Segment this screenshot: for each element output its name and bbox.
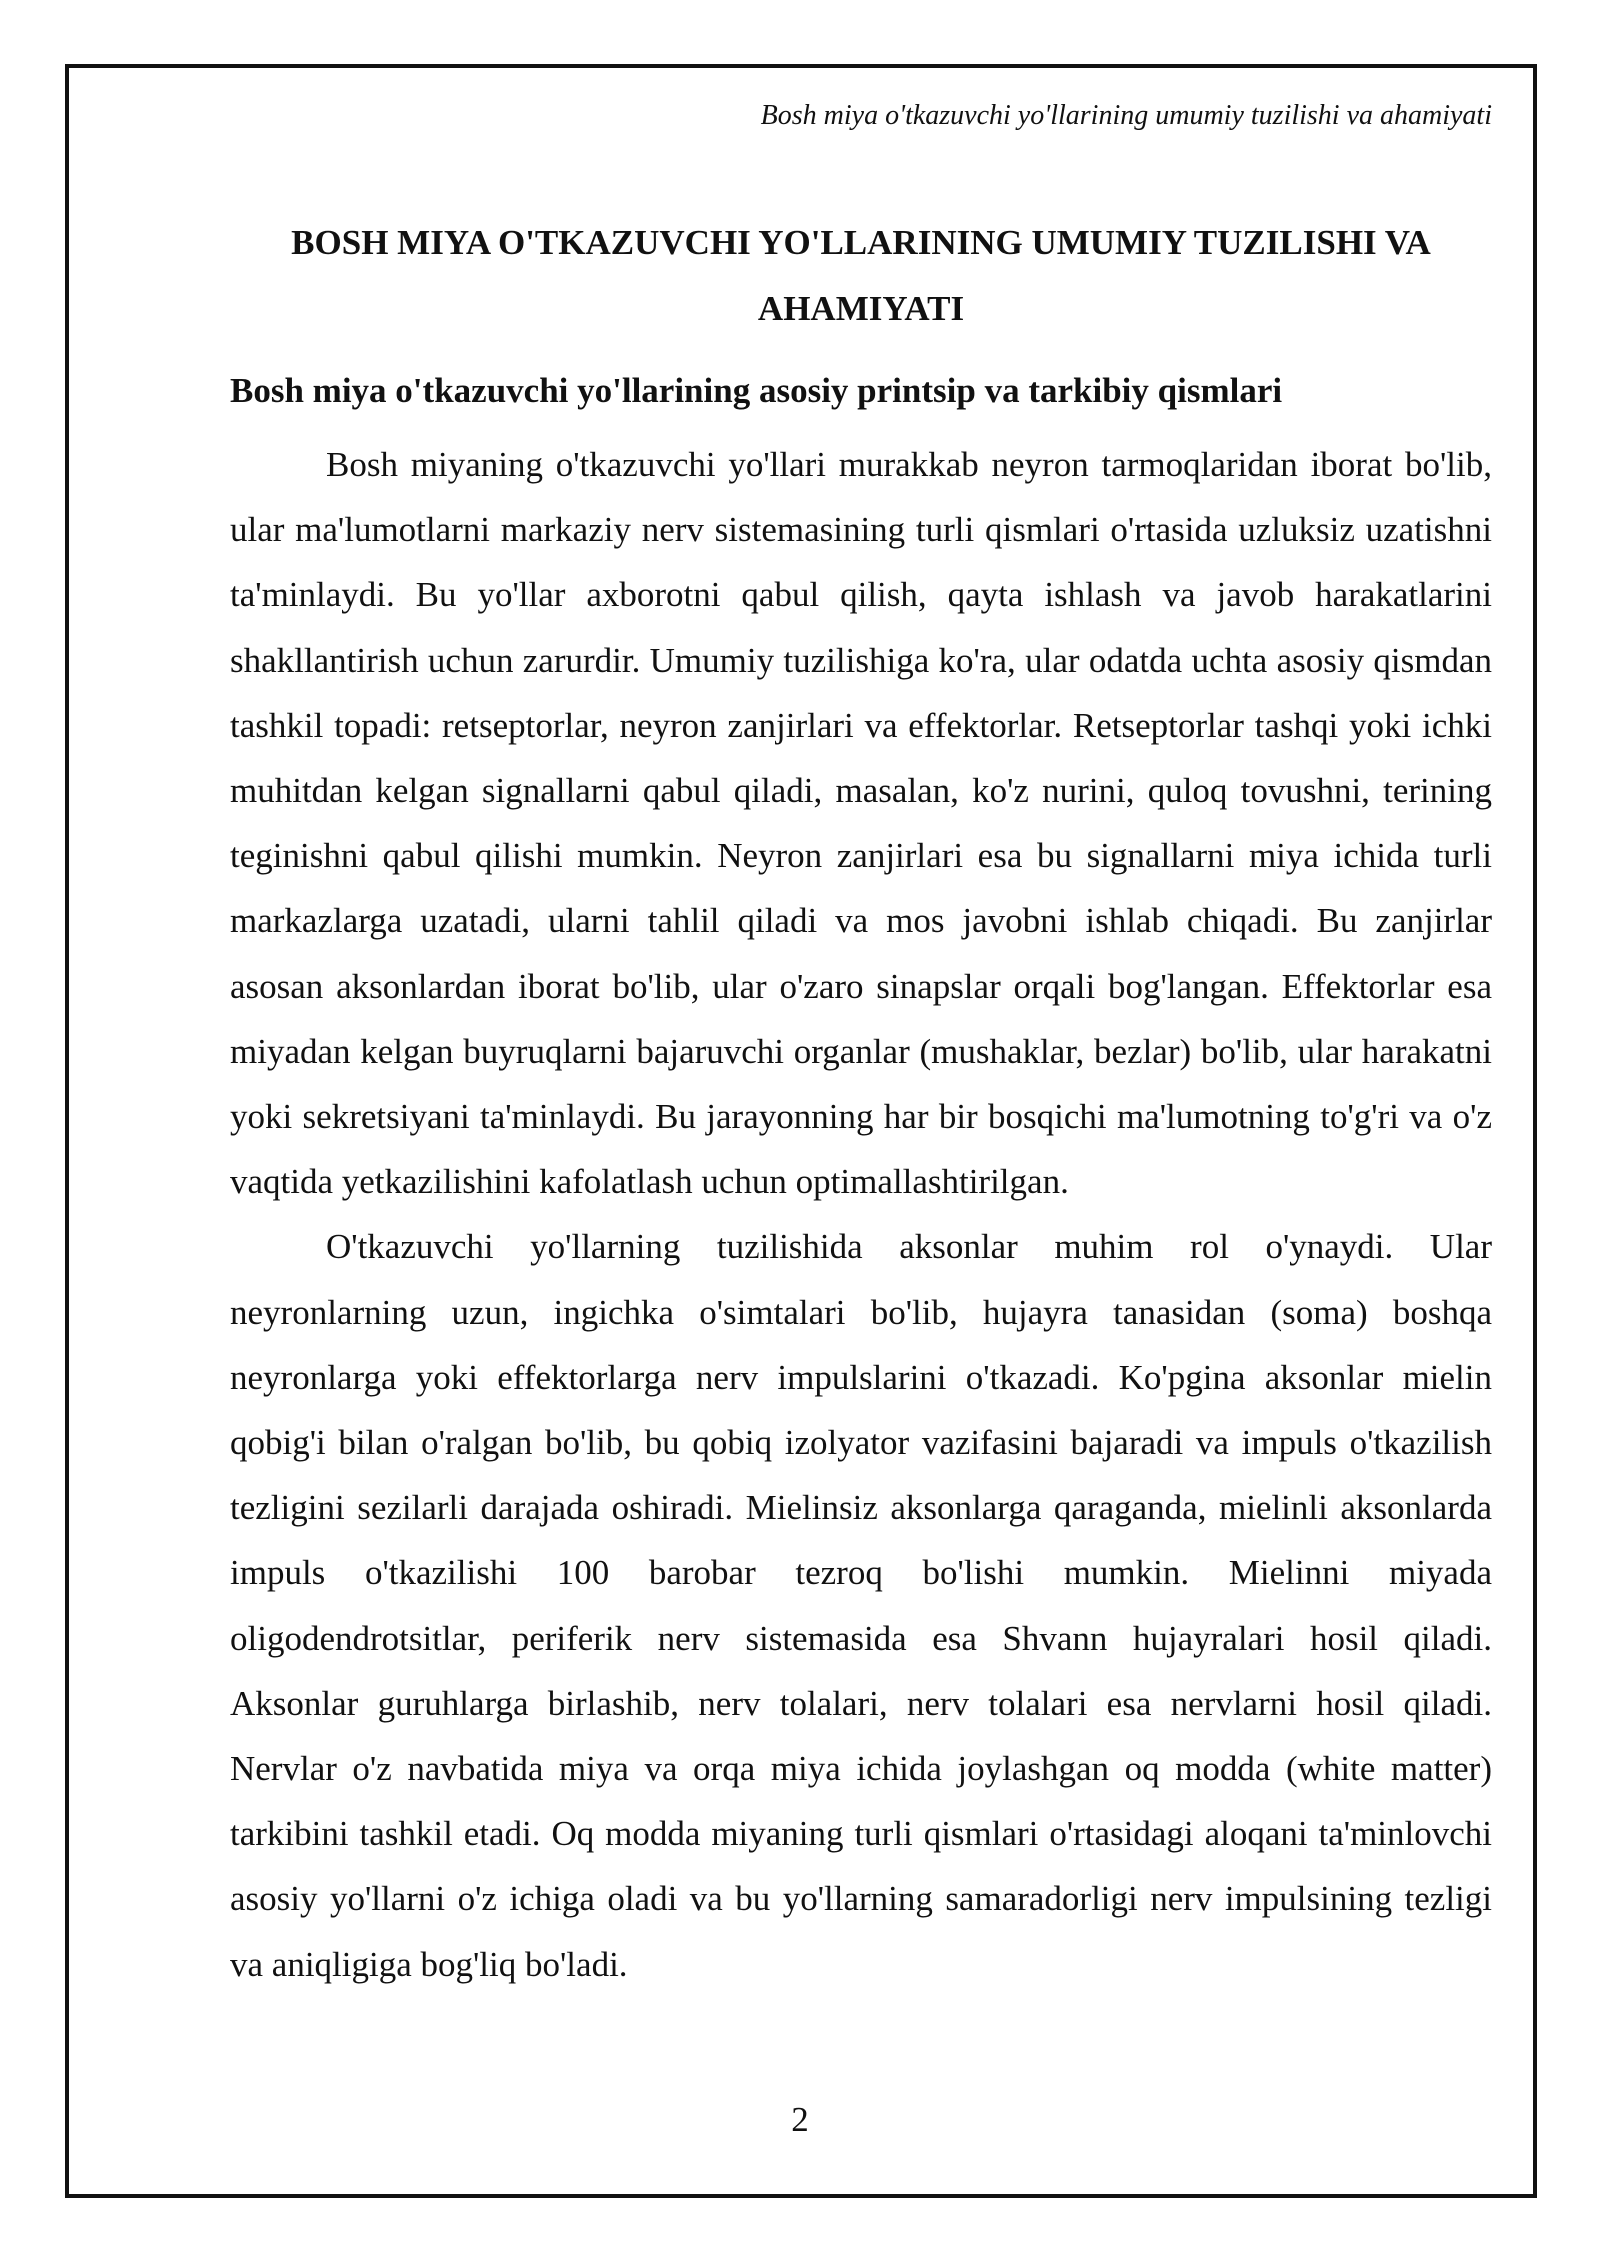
- page-number: 2: [791, 2100, 809, 2139]
- document-body: [230, 210, 1492, 1997]
- document-title: BOSH MIYA O'TKAZUVCHI YO'LLARINING UMUMIY TUZILISHI VA AHAMIYATI: [291, 223, 1431, 328]
- running-header: Bosh miya o'tkazuvchi yo'llarining umumiy tuzilishi va ahamiyati: [760, 100, 1492, 131]
- paragraph-1: Bosh miyaning o'tkazuvchi yo'llari murakkab neyron tarmoqlaridan iborat bo'lib, ular ma'lumotlarni markaziy nerv sistemasining turli qismlari o'rtasida uzluksiz uzatishni ta'minlaydi. Bu yo'llar axborotni qabul qilish, qayta ishlash va javob harakatlarini shakllantirish uchun zarurdir. Umumiy tuzilishiga ko'ra, ular odatda uchta asosiy qismdan tashkil topadi: retseptorlar, neyron zanjirlari va effektorlar. Retseptorlar tashqi yoki ichki muhitdan kelgan signallarni qabul qiladi, masalan, ko'z nurini, quloq tovushni, terining teginishni qabul qilishi mumkin. Neyron zanjirlari esa bu signallarni miya ichida turli markazlarga uzatadi, ularni tahlil qiladi va mos javobni ishlab chiqadi. Bu zanjirlar asosan aksonlardan iborat bo'lib, ular o'zaro sinapslar orqali bog'langan. Effektorlar esa miyadan kelgan buyruqlarni bajaruvchi organlar (mushaklar, bezlar) bo'lib, ular harakatni yoki sekretsiyani ta'minlaydi. Bu jarayonning har bir bosqichi ma'lumotning to'g'ri va o'z vaqtida yetkazilishini kafolatlash uchun optimallashtirilgan.: [230, 445, 1492, 1202]
- paragraph-2: O'tkazuvchi yo'llarning tuzilishida aksonlar muhim rol o'ynaydi. Ular neyronlarning uzun, ingichka o'simtalari bo'lib, hujayra tanasidan (soma) boshqa neyronlarga yoki effektorlarga nerv impulslarini o'tkazadi. Ko'pgina aksonlar mielin qobig'i bilan o'ralgan bo'lib, bu qobiq izolyator vazifasini bajaradi va impuls o'tkazilish tezligini sezilarli darajada oshiradi. Mielinsiz aksonlarga qaraganda, mielinli aksonlarda impuls o'tkazilishi 100 barobar tezroq bo'lishi mumkin. Mielinni miyada oligodendrotsitlar, periferik nerv sistemasida esa Shvann hujayralari hosil qiladi. Aksonlar guruhlarga birlashib, nerv tolalari, nerv tolalari esa nervlarni hosil qiladi. Nervlar o'z navbatida miya va orqa miya ichida joylashgan oq modda (white matter) tarkibini tashkil etadi. Oq modda miyaning turli qismlari o'rtasidagi aloqani ta'minlovchi asosiy yo'llarni o'z ichiga oladi va bu yo'llarning samaradorligi nerv impulsining tezligi va aniqligiga bog'liq bo'ladi.: [230, 1227, 1492, 1984]
- section-heading: Bosh miya o'tkazuvchi yo'llarining asosiy printsip va tarkibiy qismlari: [230, 371, 1283, 410]
